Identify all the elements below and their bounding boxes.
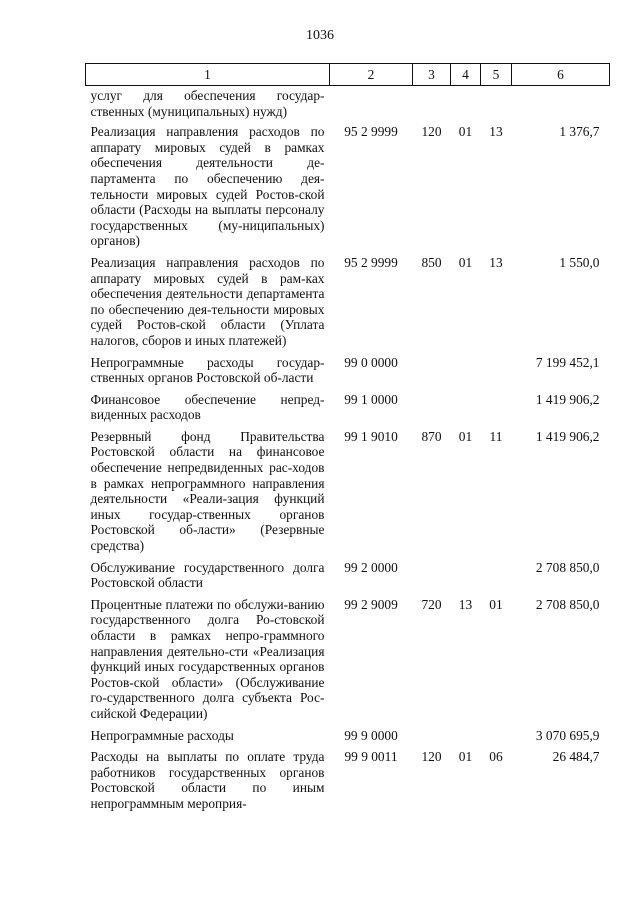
row-name: Расходы на выплаты по оплате труда работников государственных органов Ростовской области по иным непрограммным мероприя-	[90, 749, 325, 811]
row-expense-type	[413, 728, 451, 750]
table-row	[86, 429, 610, 560]
row-name: Финансовое обеспечение непред-виденных расходов	[90, 391, 325, 423]
table-row	[86, 597, 610, 728]
row-subsection: 06	[489, 749, 503, 765]
row-section	[451, 560, 481, 597]
row-amount: 2 708 850,0	[535, 559, 600, 575]
row-section	[451, 728, 481, 750]
row-amount: 1 419 906,2	[535, 391, 600, 407]
row-amount: 1 376,7	[559, 124, 600, 140]
row-name: Резервный фонд Правительства Ростовской области на финансовое обеспечение непредвиденных рас-ходов в рамках непрограммного направления деятельности «Реали-зация функций иных государ-ственных органов Ростовской об-ласти» (Резервные средства)	[90, 428, 325, 554]
row-expense-type	[413, 392, 451, 429]
column-header-target: 2	[330, 64, 413, 86]
row-expense-type	[413, 560, 451, 597]
row-target-code: 95 2 9999	[344, 124, 398, 140]
row-name: Обслуживание государственного долга Ростовской области	[90, 559, 325, 591]
row-expense-type: 120	[421, 749, 442, 765]
column-header-section: 4	[451, 64, 481, 86]
row-name: Непрограммные расходы государ-ственных органов Ростовской об-ласти	[90, 354, 325, 386]
row-subsection	[481, 728, 512, 750]
row-subsection	[481, 86, 512, 125]
row-section: 01	[458, 254, 473, 270]
table-row	[86, 560, 610, 597]
row-amount: 3 070 695,9	[535, 727, 600, 743]
header-row	[86, 64, 610, 86]
row-amount: 1 550,0	[559, 254, 600, 270]
row-target-code: 99 1 9010	[344, 428, 398, 444]
table-row	[86, 392, 610, 429]
row-expense-type	[413, 86, 451, 125]
row-name: Непрограммные расходы	[90, 727, 234, 743]
row-target-code: 95 2 9999	[344, 254, 398, 270]
row-expense-type: 720	[421, 596, 442, 612]
row-section: 01	[458, 124, 473, 140]
row-expense-type: 850	[421, 254, 442, 270]
row-target-code: 99 0 0000	[344, 354, 398, 370]
row-subsection	[481, 392, 512, 429]
row-subsection: 13	[489, 254, 503, 270]
table-row	[86, 749, 610, 817]
column-header-amount: 6	[512, 64, 610, 86]
table-row	[86, 355, 610, 392]
table-row	[86, 86, 610, 125]
row-section: 13	[458, 596, 473, 612]
row-section	[451, 86, 481, 125]
row-expense-type: 870	[421, 428, 442, 444]
row-name: Реализация направления расходов по аппарату мировых судей в рам-ках обеспечения деятельности департамента по обеспечению дея-тельности мировых судей Ростов-ской области (Уплата налогов, сборов и иных платежей)	[90, 254, 325, 348]
row-amount: 1 419 906,2	[535, 428, 600, 444]
column-header-expense: 3	[413, 64, 451, 86]
row-section	[451, 355, 481, 392]
row-amount	[512, 86, 610, 125]
row-expense-type: 120	[421, 124, 442, 140]
row-subsection	[481, 355, 512, 392]
row-amount: 26 484,7	[552, 749, 600, 765]
row-name: услуг для обеспечения государ-ственных (муниципальных) нужд)	[90, 88, 325, 119]
row-section	[451, 392, 481, 429]
row-subsection: 13	[489, 124, 503, 140]
row-target-code	[330, 86, 413, 125]
row-name: Реализация направления расходов по аппарату мировых судей в рамках обеспечения деятельности де-партамента по обеспечению дея-тельности мировых судей Ростов-ской области (Расходы на выплаты персоналу государственных (му-ниципальных) органов)	[90, 124, 325, 249]
row-target-code: 99 2 9009	[344, 596, 398, 612]
row-amount: 7 199 452,1	[535, 354, 600, 370]
row-subsection: 01	[489, 596, 503, 612]
row-target-code: 99 2 0000	[344, 559, 398, 575]
row-section: 01	[458, 428, 473, 444]
row-section: 01	[458, 749, 473, 765]
row-target-code: 99 9 0000	[344, 727, 398, 743]
column-header-name: 1	[86, 64, 330, 86]
row-target-code: 99 1 0000	[344, 391, 398, 407]
row-amount: 2 708 850,0	[535, 596, 600, 612]
row-name: Процентные платежи по обслужи-ванию государственного долга Ро-стовской области в рамках непро-граммного направления деятельно-сти «Реализация функций иных государственных органов Ростов-ской области» (Обслуживание го-сударственного долга субъекта Рос-сийской Федерации)	[90, 596, 325, 721]
row-target-code: 99 9 0011	[344, 749, 398, 765]
column-header-subsection: 5	[481, 64, 512, 86]
row-expense-type	[413, 355, 451, 392]
table-row	[86, 124, 610, 255]
table-body	[86, 86, 610, 818]
row-subsection: 11	[489, 428, 503, 444]
table-row	[86, 255, 610, 355]
page-number: 1036	[306, 28, 334, 43]
budget-table	[85, 63, 610, 818]
table-row	[86, 728, 610, 750]
table-header	[86, 64, 610, 86]
row-subsection	[481, 560, 512, 597]
